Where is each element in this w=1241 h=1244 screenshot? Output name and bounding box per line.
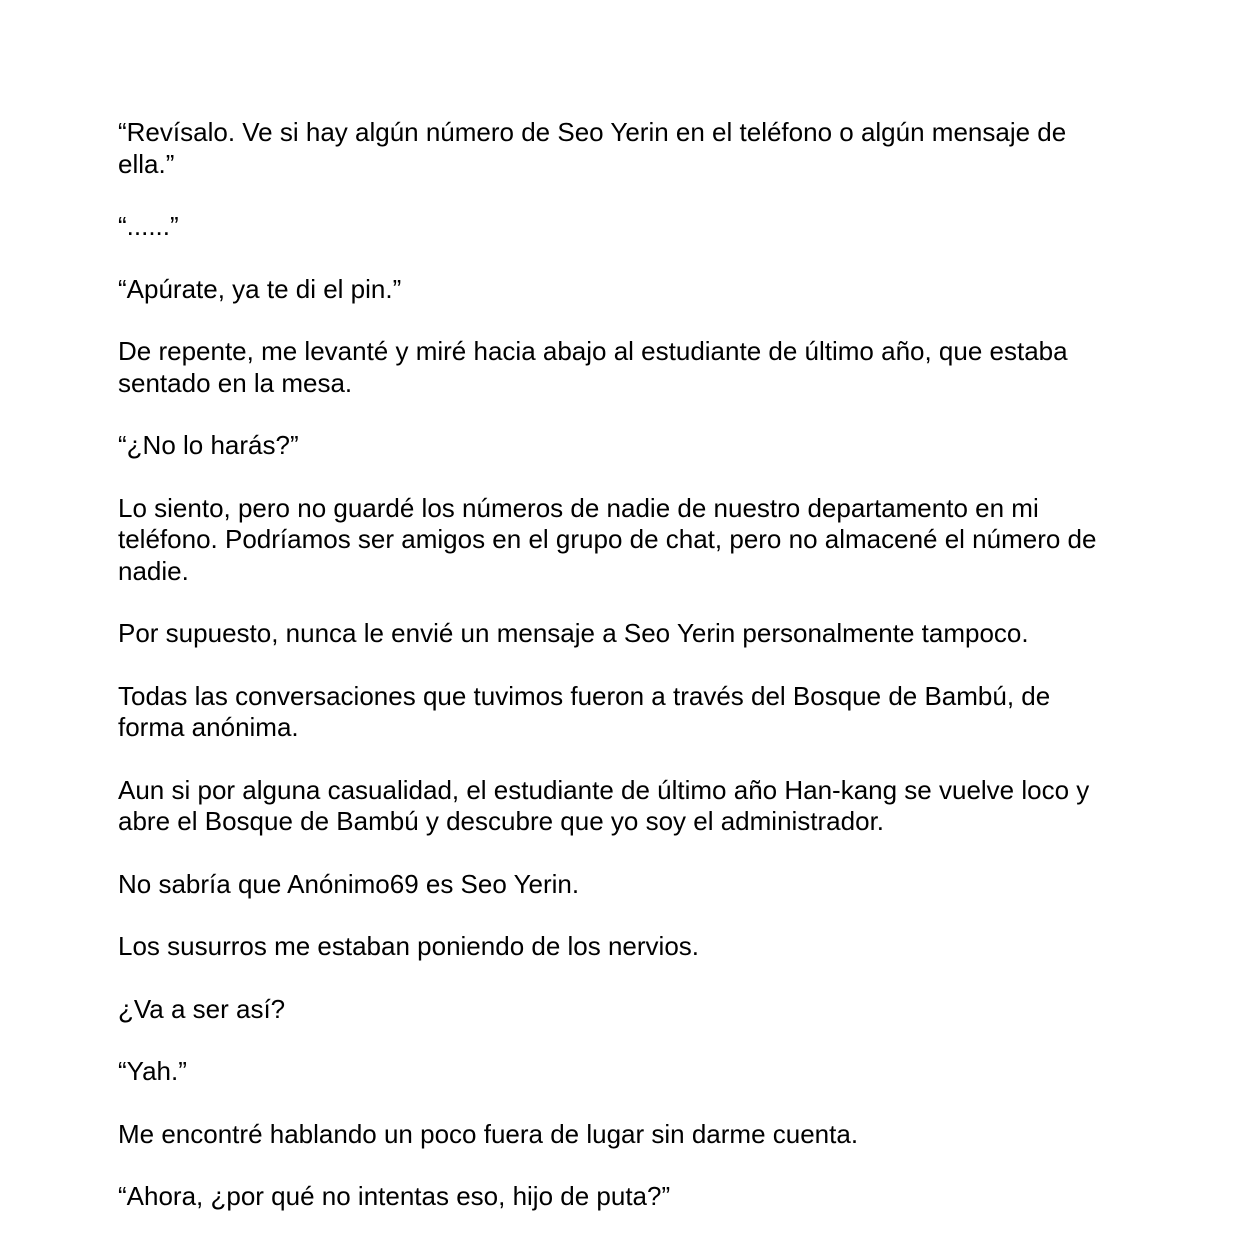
document-page (118, 117, 1123, 1244)
paragraph-4: De repente, me levanté y miré hacia abajo al estudiante de último año, que estaba sentado en la mesa. (118, 336, 1068, 398)
paragraph-5: “¿No lo harás?” (118, 430, 299, 460)
paragraph-8: Todas las conversaciones que tuvimos fueron a través del Bosque de Bambú, de forma anónima. (118, 680, 1051, 742)
paragraph-6: Lo siento, pero no guardé los números de nadie de nuestro departamento en mi teléfono. Podríamos ser amigos en el grupo de chat, pero no almacené el número de nadie. (118, 492, 1097, 586)
paragraph-11: Los susurros me estaban poniendo de los nervios. (118, 931, 700, 961)
paragraph-12: ¿Va a ser así? (118, 993, 286, 1024)
paragraph-3: “Apúrate, ya te di el pin.” (118, 273, 402, 304)
paragraph-14: Me encontré hablando un poco fuera de lugar sin darme cuenta. (118, 1118, 859, 1149)
paragraph-7: Por supuesto, nunca le envié un mensaje a Seo Yerin personalmente tampoco. (118, 618, 1029, 648)
paragraph-9: Aun si por alguna casualidad, el estudiante de último año Han-kang se vuelve loco y abre el Bosque de Bambú y descubre que yo soy el administrador. (118, 774, 1090, 836)
paragraph-13: “Yah.” (118, 1056, 187, 1086)
paragraph-1: “Revísalo. Ve si hay algún número de Seo Yerin en el teléfono o algún mensaje de ella.” (118, 117, 1067, 179)
paragraph-10: No sabría que Anónimo69 es Seo Yerin. (118, 868, 580, 899)
paragraph-2: “......” (118, 211, 179, 241)
paragraph-15: “Ahora, ¿por qué no intentas eso, hijo de puta?” (118, 1181, 671, 1211)
